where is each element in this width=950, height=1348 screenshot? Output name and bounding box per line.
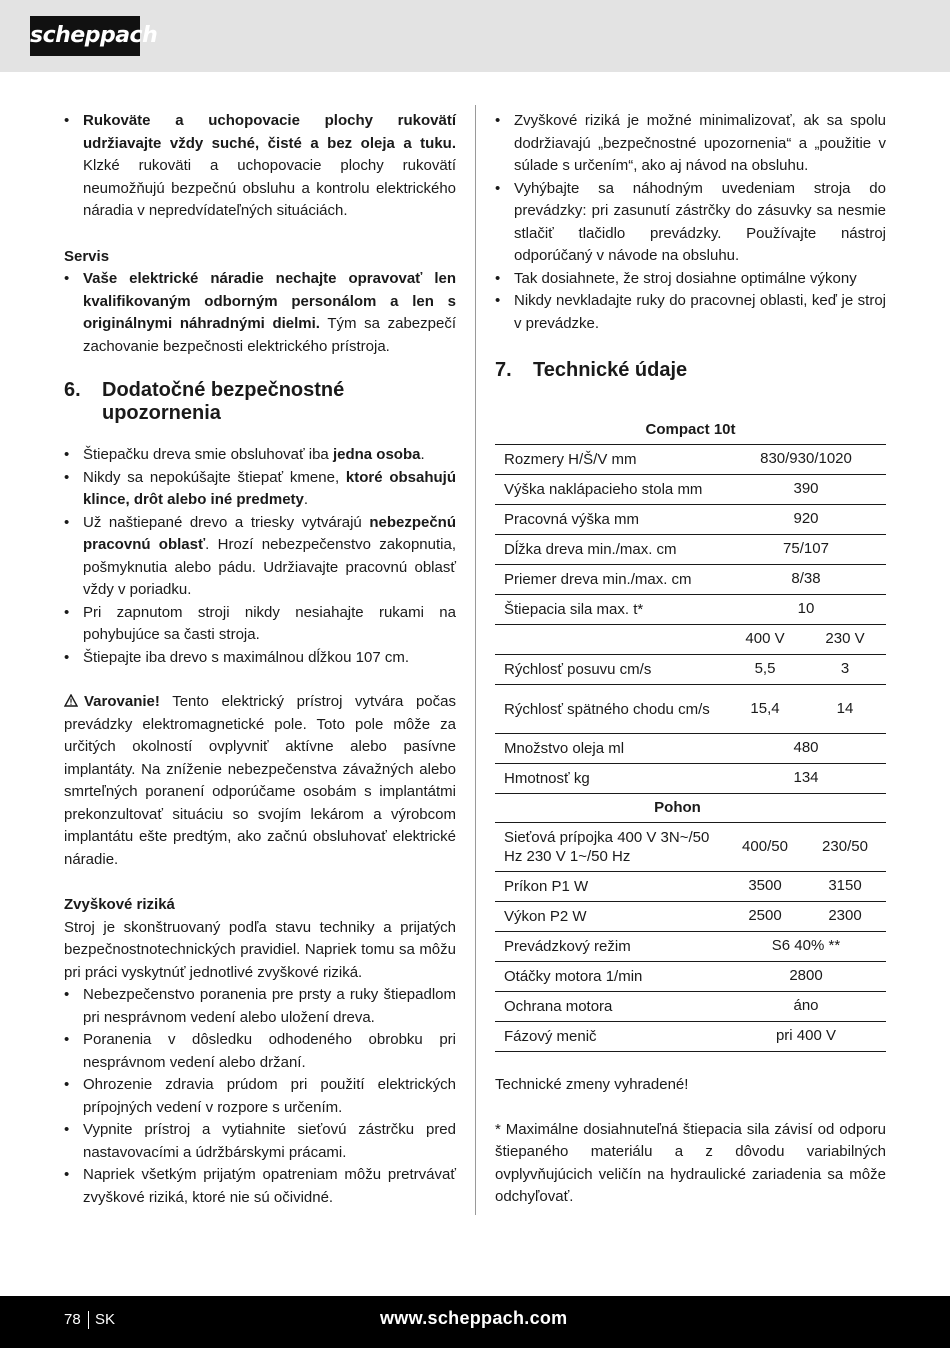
table-row: Hmotnosť kg 134 (495, 764, 886, 794)
list-item: • Štiepajte iba drevo s maximálnou dĺžkou 107 cm. (64, 647, 456, 670)
list-item: • Napriek všetkým prijatým opatreniam môžu pretrvávať zvyškové riziká, ktoré nie sú očividné. (64, 1164, 456, 1209)
table-row: Výška naklápacieho stola mm 390 (495, 475, 886, 505)
table-model-row: Compact 10t (495, 416, 886, 445)
list-item: • Vaše elektrické náradie nechajte opravovať len kvalifikovaným odborným personálom a len s originálnymi náhradnými dielmi. Tým sa zabezpečí zachovanie bezpečnosti elektrického prístroja. (64, 268, 456, 358)
list-item: • Poranenia v dôsledku odhodeného obrobku pri nesprávnom vedení alebo držaní. (64, 1029, 456, 1074)
table-row: Výkon P2 W 2500 2300 (495, 902, 886, 932)
page-number: 78 (64, 1311, 81, 1328)
technical-changes-note: Technické zmeny vyhradené! (495, 1076, 689, 1093)
list-item: • Pri zapnutom stroji nikdy nesiahajte rukami na pohybujúce sa časti stroja. (64, 602, 456, 647)
table-row: Príkon P1 W 3500 3150 (495, 872, 886, 902)
list-item: • Rukoväte a uchopovacie plochy rukovätí udržiavajte vždy suché, čisté a bez oleja a tuku. Klzké rukoväti a uchopovacie plochy rukovätí neumožňujú bezpečnú obsluhu a kontrolu elektrického náradia v nepredvídateľných situáciách. (64, 110, 456, 223)
splitting-force-note: * Maximálne dosiahnuteľná štiepacia sila závisí od odporu štiepaného materiálu a z dôvodu variabilných ovplyvňujúcich veličín na hydraulické zariadenia sa môže odchyľovať. (495, 1120, 886, 1205)
table-row: Dĺžka dreva min./max. cm 75/107 (495, 535, 886, 565)
table-row: Štiepacia sila max. t* 10 (495, 595, 886, 625)
table-row: Otáčky motora 1/min 2800 (495, 962, 886, 992)
table-row: Rýchlosť posuvu cm/s 5,5 3 (495, 655, 886, 685)
table-row: Prevádzkový režim S6 40% ** (495, 932, 886, 962)
column-divider (475, 105, 476, 1215)
warning-paragraph: Varovanie! Tento elektrický prístroj vytvára počas prevádzky elektromagnetické pole. Toto pole môže za určitých okolností ovplyvniť aktívne alebo pasívne implantáty. Na zníženie nebezpečenstva závažných alebo smrteľných poranení odporúčame osobám s implantátmi prekonzultovať situáciu so svojím lekárom a výrobcom implantátu ešte predtým, ako začnú obsluhovať elektrické náradie. (64, 693, 456, 868)
header-bar (0, 0, 950, 72)
right-list (495, 110, 886, 335)
table-row: Rozmery H/Š/V mm 830/930/1020 (495, 445, 886, 475)
technical-data-table (495, 416, 886, 1052)
table-row: Ochrana motora áno (495, 992, 886, 1022)
table-row: Sieťová prípojka 400 V 3N~/50 Hz 230 V 1~/50 Hz 400/50 230/50 (495, 823, 886, 872)
warning-triangle-icon (64, 694, 78, 707)
list-item: • Štiepačku dreva smie obsluhovať iba jedna osoba. (64, 444, 456, 467)
right-column (495, 110, 886, 1209)
table-row: Pracovná výška mm 920 (495, 505, 886, 535)
left-column (64, 110, 456, 1209)
section-6-heading: 6. Dodatočné bezpečnostné upozornenia (64, 379, 345, 424)
section-7-heading: 7. Technické údaje (495, 359, 688, 381)
section-6-list (64, 444, 456, 669)
list-item: • Nebezpečenstvo poranenia pre prsty a ruky štiepadlom pri nesprávnom vedení alebo uložení dreva. (64, 984, 456, 1029)
language-code: SK (95, 1311, 116, 1328)
website-url: www.scheppach.com (380, 1308, 568, 1328)
list-item: • Ohrozenie zdravia prúdom pri použití elektrických prípojných vedení v rozpore s určením. (64, 1074, 456, 1119)
scheppach-logo: scheppach (30, 16, 140, 56)
list-item: • Nikdy sa nepokúšajte štiepať kmene, ktoré obsahujú klince, drôt alebo iné predmety. (64, 467, 456, 512)
table-row: Množstvo oleja ml 480 (495, 734, 886, 764)
footer-bar (0, 1296, 950, 1348)
residual-risks-heading: Zvyškové riziká (64, 896, 175, 913)
servis-heading: Servis (64, 247, 110, 265)
footer-separator (88, 1311, 89, 1329)
list-item: • Vyhýbajte sa náhodným uvedeniam stroja do prevádzky: pri zasunutí zástrčky do zásuvky sa nesmie stlačiť tlačidlo prevádzky. Používajte nástroj odporúčaný v návode na obsluhu. (495, 178, 886, 268)
list-item: • Tak dosiahnete, že stroj dosiahne optimálne výkony (495, 268, 886, 291)
residual-risks-list (64, 984, 456, 1209)
residual-risks-intro: Stroj je skonštruovaný podľa stavu techniky a prijatých bezpečnostnotechnických pravidiel. Napriek tomu sa môžu pri práci vyskytnúť jednotlivé zvyškové riziká. (64, 918, 456, 981)
table-row: Rýchlosť spätného chodu cm/s 15,4 14 (495, 685, 886, 734)
table-voltage-header: 400 V 230 V (495, 625, 886, 655)
list-item: • Už naštiepané drevo a triesky vytvárajú nebezpečnú pracovnú oblasť. Hrozí nebezpečenstvo zakopnutia, pošmyknutia alebo pádu. Udržiavajte pracovnú oblasť vždy v poriadku. (64, 512, 456, 602)
table-row: Priemer dreva min./max. cm 8/38 (495, 565, 886, 595)
list-item: • Nikdy nevkladajte ruky do pracovnej oblasti, keď je stroj v prevádzke. (495, 290, 886, 335)
table-drive-heading: Pohon (495, 794, 886, 823)
list-item: • Vypnite prístroj a vytiahnite sieťovú zástrčku pred nastavovacími a údržbárskymi prácami. (64, 1119, 456, 1164)
list-item: • Zvyškové riziká je možné minimalizovať, ak sa spolu dodržiavajú „bezpečnostné upozornenia“ a „použitie v súlade s určením“, ako aj návod na obsluhu. (495, 110, 886, 178)
table-row: Fázový menič pri 400 V (495, 1022, 886, 1052)
